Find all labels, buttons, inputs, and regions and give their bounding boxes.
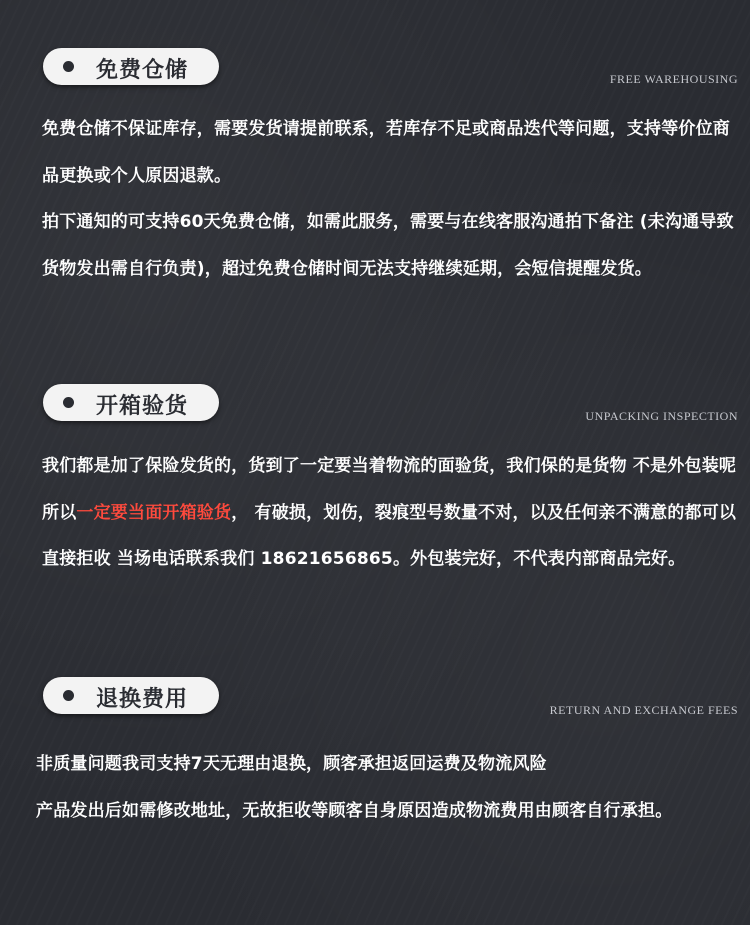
section-title: 免费仓储 [96, 57, 189, 83]
text-before: 我们都是加了保险发货的，货到了一定要当着物流的面验货，我们保的是货物 不是外包装呢 所以 [42, 456, 737, 523]
highlight-text: 一定要当面开箱验货 [76, 502, 232, 523]
bullet-dot-icon [63, 61, 74, 72]
bullet-dot-icon [63, 397, 74, 408]
section-subtitle-en: RETURN AND EXCHANGE FEES [549, 703, 738, 717]
bullet-dot-icon [63, 690, 74, 701]
section-title-pill [43, 384, 219, 421]
section-body [36, 741, 736, 834]
text-after: ， 有破损，划伤，裂痕型号数量不对，以及任何亲不满意的都可以直接拒收 当场电话联系我们 18621656865。外包装完好，不代表内部商品完好。 [42, 502, 737, 569]
paragraph: 非质量问题我司支持7天无理由退换，顾客承担返回运费及物流风险 [36, 754, 547, 774]
section-body [42, 106, 742, 292]
section-title: 退换费用 [96, 686, 189, 712]
paragraph: 产品发出后如需修改地址，无故拒收等顾客自身原因造成物流费用由顾客自行承担。 [36, 800, 673, 821]
paragraph: 免费仓储不保证库存，需要发货请提前联系，若库存不足或商品迭代等问题，支持等价位商品更换或个人原因退款。 [42, 119, 730, 186]
section-subtitle-en: UNPACKING INSPECTION [585, 409, 738, 423]
section-subtitle-en: FREE WAREHOUSING [609, 72, 738, 86]
section-title-pill [43, 677, 219, 714]
paragraph: 拍下通知的可支持60天免费仓储，如需此服务，需要与在线客服沟通拍下备注 (未沟通导致货物发出需自行负责)，超过免费仓储时间无法支持继续延期，会短信提醒发货。 [42, 212, 734, 279]
section-title-pill [43, 48, 219, 85]
section-body [42, 443, 742, 583]
paragraph [42, 443, 742, 583]
section-title: 开箱验货 [96, 393, 189, 419]
